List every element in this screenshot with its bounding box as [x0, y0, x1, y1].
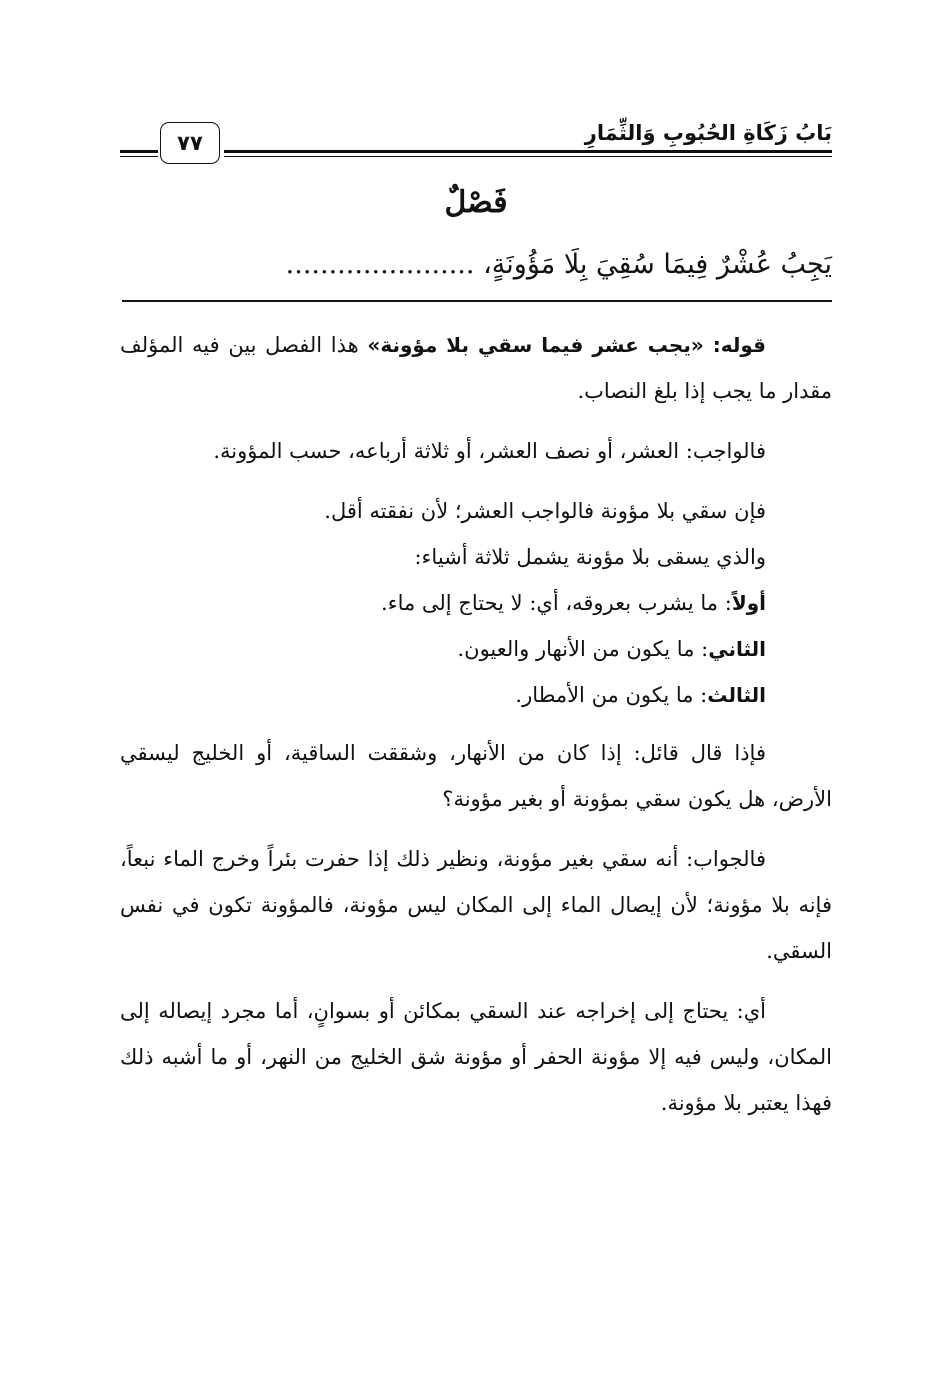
list-item-1-text: : ما يشرب بعروقه، أي: لا يحتاج إلى ماء.	[381, 591, 732, 615]
paragraph-2: فالواجب: العشر، أو نصف العشر، أو ثلاثة أرباعه، حسب المؤونة.	[213, 439, 766, 463]
page-number-badge: ٧٧	[160, 122, 220, 164]
list-item-3	[120, 672, 832, 718]
matn-dots: ......................	[285, 249, 475, 280]
matn-text: يَجِبُ عُشْرٌ فِيمَا سُقِيَ بِلَا مَؤُونَةٍ،	[483, 249, 832, 280]
paragraph-4: والذي يسقى بلا مؤونة يشمل ثلاثة أشياء:	[414, 545, 766, 569]
running-header	[120, 118, 832, 170]
header-rule-thin-left	[120, 156, 158, 157]
header-rule-thin	[224, 156, 832, 157]
section-divider	[122, 300, 832, 302]
chapter-title: بَابُ زَكَاةِ الحُبُوبِ وَالثِّمَارِ	[584, 121, 832, 145]
list-item-1-label: أولاً	[731, 591, 766, 615]
quoted-lead: قوله: «يجب عشر فيما سقي بلا مؤونة»	[367, 333, 766, 357]
paragraph-5: فإذا قال قائل: إذا كان من الأنهار، وشققت الساقية، أو الخليج ليسقي الأرض، هل يكون سقي بمؤونة أو بغير مؤونة؟	[120, 741, 832, 811]
list-item-2-text: : ما يكون من الأنهار والعيون.	[457, 637, 709, 661]
paragraph-3: فإن سقي بلا مؤونة فالواجب العشر؛ لأن نفقته أقل.	[324, 499, 766, 523]
paragraph-1-text: هذا الفصل بين فيه المؤلف مقدار ما يجب إذا بلغ النصاب.	[120, 333, 832, 403]
header-rule-thick-left	[120, 150, 158, 153]
list-item-3-label: الثالث	[707, 683, 766, 707]
matn-line	[122, 242, 832, 288]
list-item-2-label: الثاني	[708, 637, 766, 661]
paragraph-7: أي: يحتاج إلى إخراجه عند السقي بمكائن أو بسوانٍ، أما مجرد إيصاله إلى المكان، وليس فيه إلا مؤونة الحفر أو مؤونة شق الخليج من النهر، أو ما أشبه ذلك فهذا يعتبر بلا مؤونة.	[120, 999, 832, 1115]
paragraph-1	[120, 322, 832, 414]
list-item-1	[120, 580, 832, 626]
list-item-3-text: : ما يكون من الأمطار.	[515, 683, 708, 707]
commentary-body	[120, 322, 832, 1140]
header-rule-thick	[224, 150, 832, 153]
section-title: فَصْلٌ	[444, 185, 508, 220]
paragraph-6: فالجواب: أنه سقي بغير مؤونة، ونظير ذلك إذا حفرت بئراً وخرج الماء نبعاً، فإنه بلا مؤونة؛ لأن إيصال الماء إلى المكان ليس مؤونة، فالمؤونة تكون في نفس السقي.	[120, 847, 832, 963]
list-item-2	[120, 626, 832, 672]
